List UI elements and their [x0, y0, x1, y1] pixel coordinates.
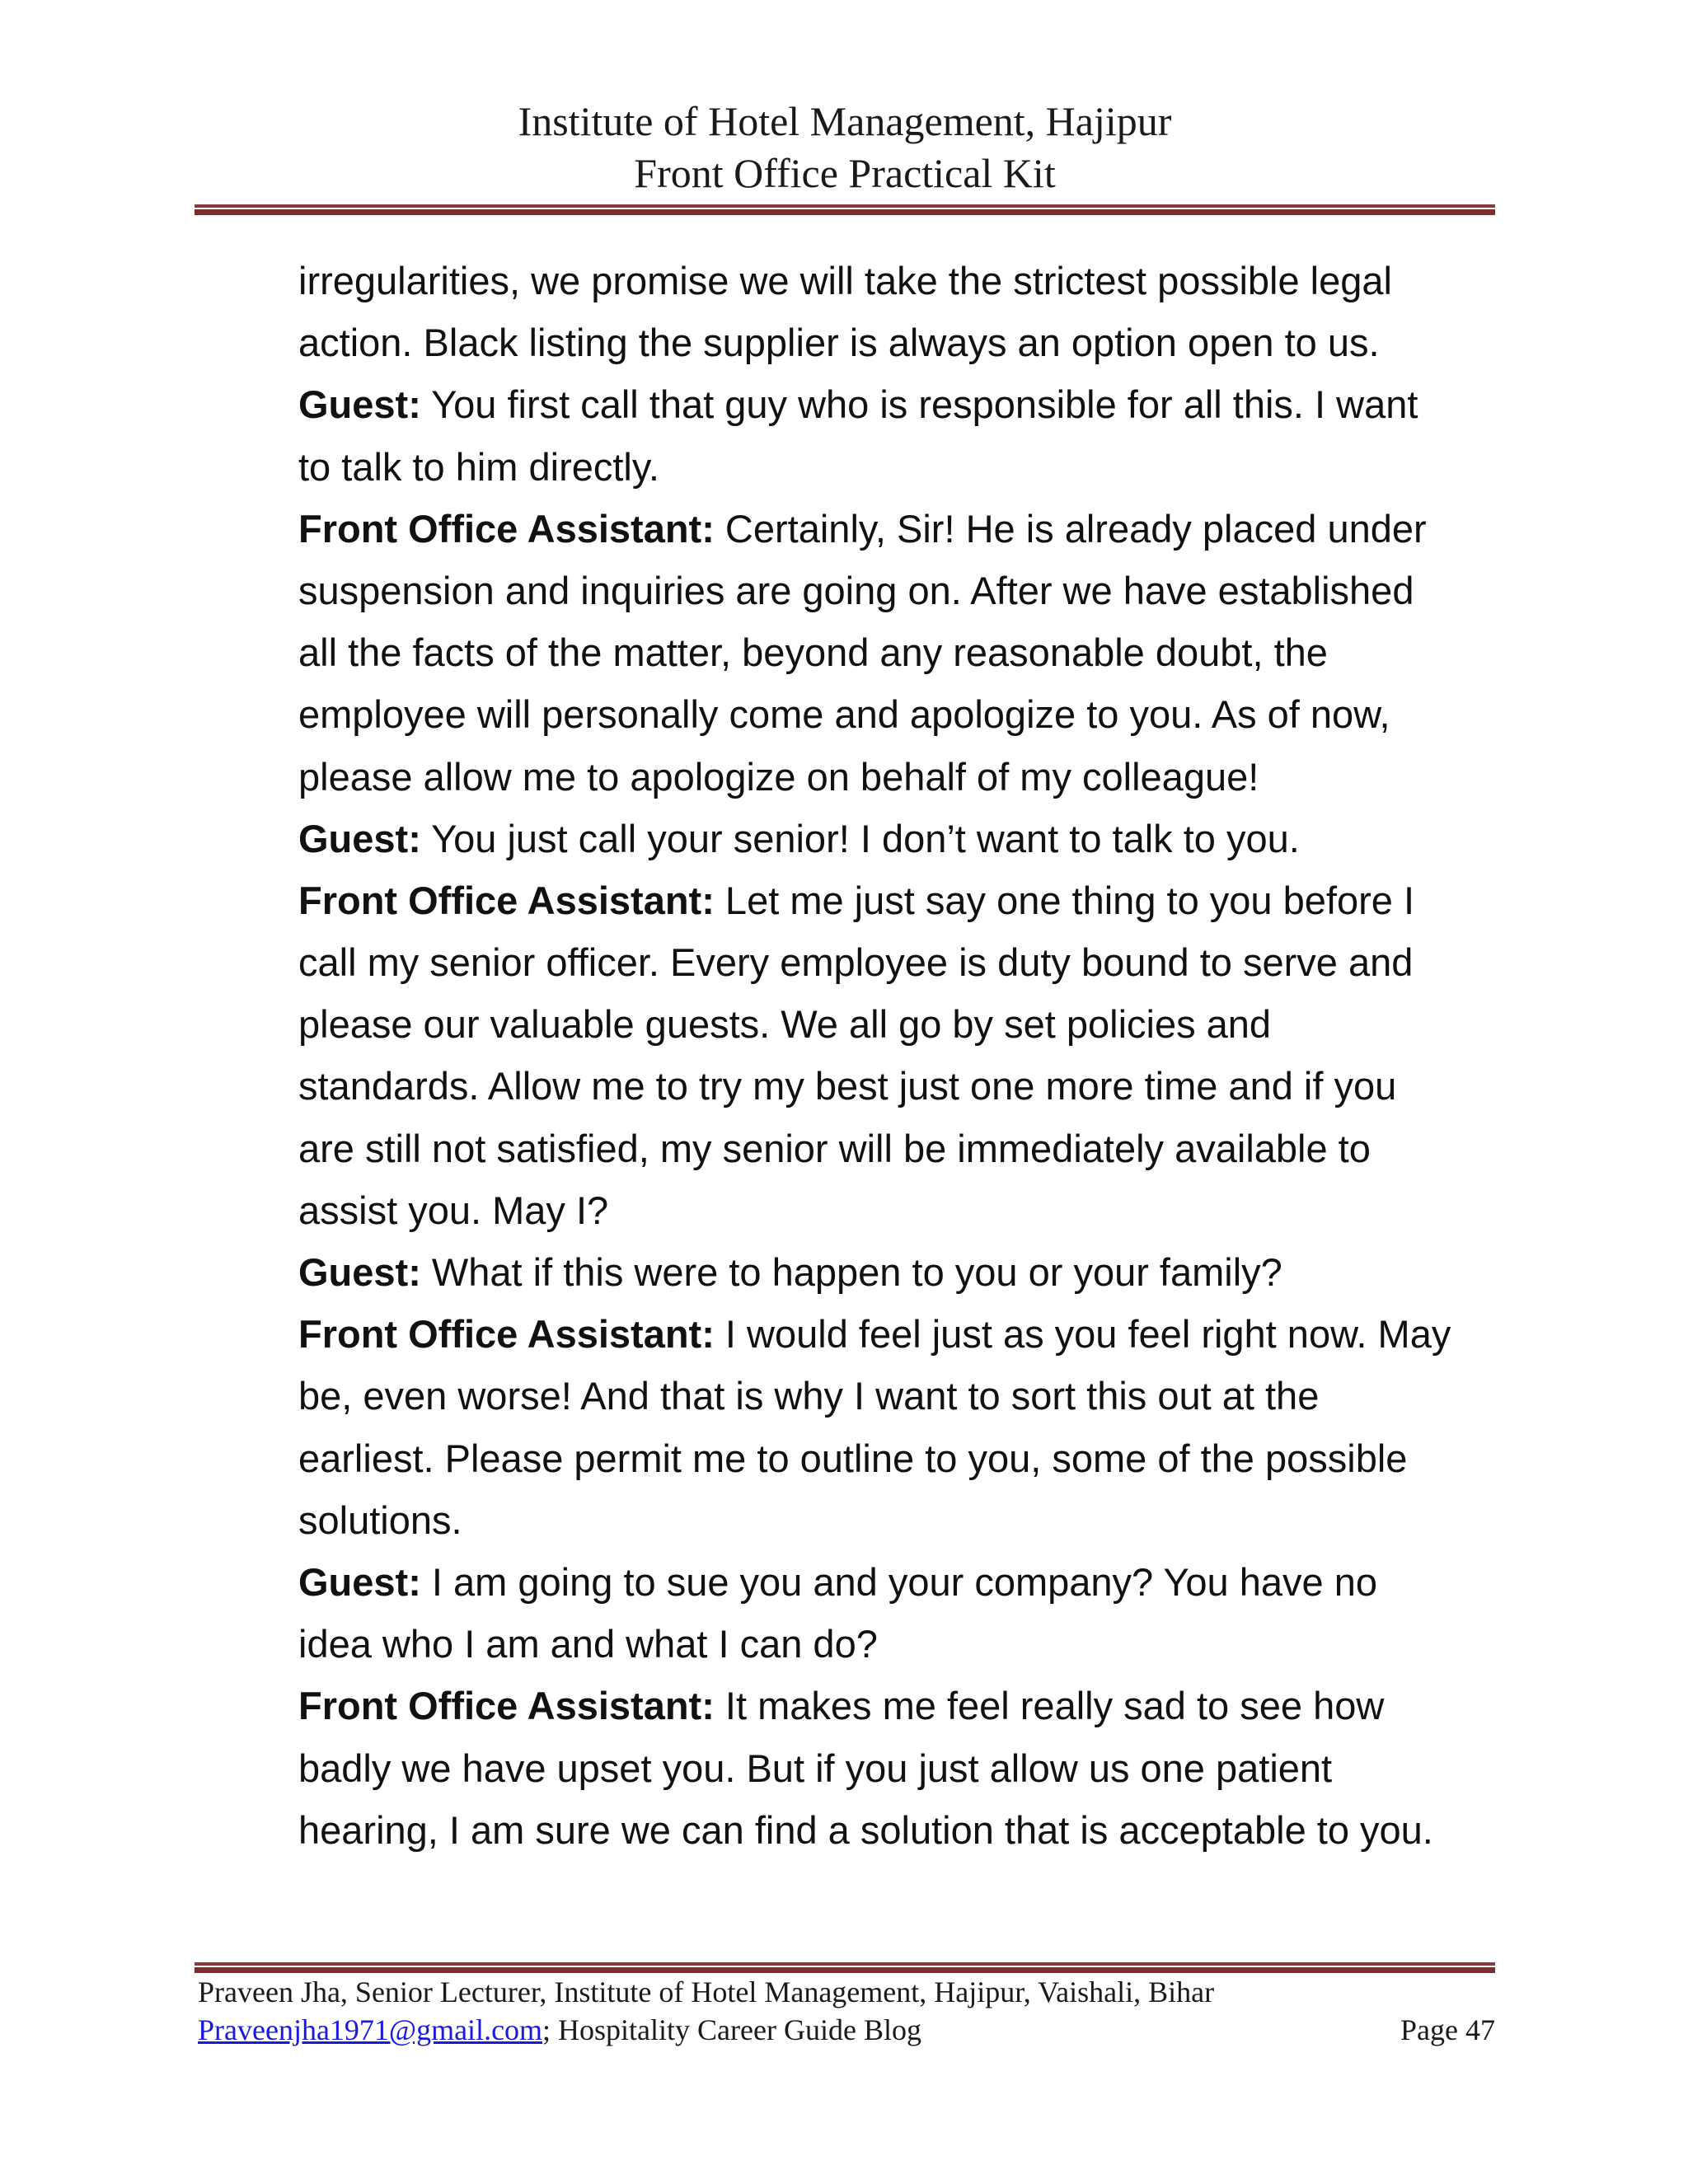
- dialogue-line: [298, 1551, 1502, 1613]
- speaker-label: Guest:: [298, 1559, 421, 1604]
- speech-text: You just call your senior! I don’t want to talk to you.: [420, 816, 1300, 860]
- dialogue-body: [298, 250, 1502, 1861]
- speech-text: I would feel just as you feel right now. May: [714, 1312, 1451, 1357]
- speech-text: You first call that guy who is responsible for all this. I want: [420, 382, 1418, 427]
- dialogue-line: [298, 373, 1502, 435]
- dialogue-line: [298, 498, 1502, 560]
- dialogue-line: [298, 1303, 1502, 1365]
- body-line: suspension and inquiries are going on. After we have established: [298, 568, 1414, 612]
- email-link[interactable]: Praveenjha1971@gmail.com: [198, 2013, 543, 2046]
- speaker-label: Front Office Assistant:: [298, 1312, 715, 1357]
- speaker-label: Guest:: [298, 1250, 421, 1294]
- footer-contact: [198, 2011, 921, 2049]
- speaker-label: Guest:: [298, 382, 421, 427]
- speech-text: What if this were to happen to you or your family?: [420, 1250, 1282, 1294]
- footer-author: Praveen Jha, Senior Lecturer, Institute of Hotel Management, Hajipur, Vaishali, Bihar: [198, 1975, 1215, 2008]
- header-institute-title: Institute of Hotel Management, Hajipur: [518, 98, 1172, 144]
- page-header: [195, 96, 1495, 199]
- body-line: earliest. Please permit me to outline to you, some of the possible: [298, 1436, 1408, 1480]
- footer-divider: [195, 1962, 1495, 1973]
- body-line: idea who I am and what I can do?: [298, 1622, 878, 1666]
- body-line: solutions.: [298, 1497, 462, 1542]
- body-line: to talk to him directly.: [298, 444, 659, 489]
- dialogue-line: [298, 869, 1502, 931]
- body-line: call my senior officer. Every employee is duty bound to serve and: [298, 940, 1414, 985]
- dialogue-line: [298, 1241, 1502, 1303]
- speech-text: It makes me feel really sad to see how: [714, 1684, 1385, 1728]
- body-line: all the facts of the matter, beyond any reasonable doubt, the: [298, 630, 1328, 675]
- body-line: standards. Allow me to try my best just one more time and if you: [298, 1064, 1397, 1108]
- speech-text: Let me just say one thing to you before I: [714, 878, 1414, 922]
- body-line: be, even worse! And that is why I want to sort this out at the: [298, 1374, 1320, 1418]
- speech-text: I am going to sue you and your company? You have no: [420, 1559, 1378, 1604]
- page-number: Page 47: [1400, 2013, 1495, 2046]
- footer-blog: ; Hospitality Career Guide Blog: [542, 2013, 921, 2046]
- speaker-label: Front Office Assistant:: [298, 878, 715, 922]
- body-line: are still not satisfied, my senior will be immediately available to: [298, 1126, 1371, 1170]
- header-kit-title: Front Office Practical Kit: [634, 150, 1056, 196]
- body-line: action. Black listing the supplier is always an option open to us.: [298, 321, 1380, 365]
- dialogue-line: [298, 1675, 1502, 1736]
- speaker-label: Front Office Assistant:: [298, 506, 715, 551]
- speech-text: Certainly, Sir! He is already placed under: [714, 506, 1427, 551]
- speaker-label: Front Office Assistant:: [298, 1684, 715, 1728]
- body-line: hearing, I am sure we can find a solution that is acceptable to you.: [298, 1807, 1433, 1852]
- speaker-label: Guest:: [298, 816, 421, 860]
- body-line: employee will personally come and apologize to you. As of now,: [298, 692, 1390, 737]
- body-line: irregularities, we promise we will take the strictest possible legal: [298, 259, 1392, 302]
- dialogue-line: [298, 808, 1502, 869]
- header-divider: [195, 204, 1495, 215]
- body-line: assist you. May I?: [298, 1188, 609, 1232]
- page-footer: [198, 1973, 1495, 2049]
- body-line: please our valuable guests. We all go by set policies and: [298, 1002, 1272, 1047]
- body-line: badly we have upset you. But if you just allow us one patient: [298, 1746, 1333, 1790]
- body-line: please allow me to apologize on behalf of my colleague!: [298, 754, 1259, 799]
